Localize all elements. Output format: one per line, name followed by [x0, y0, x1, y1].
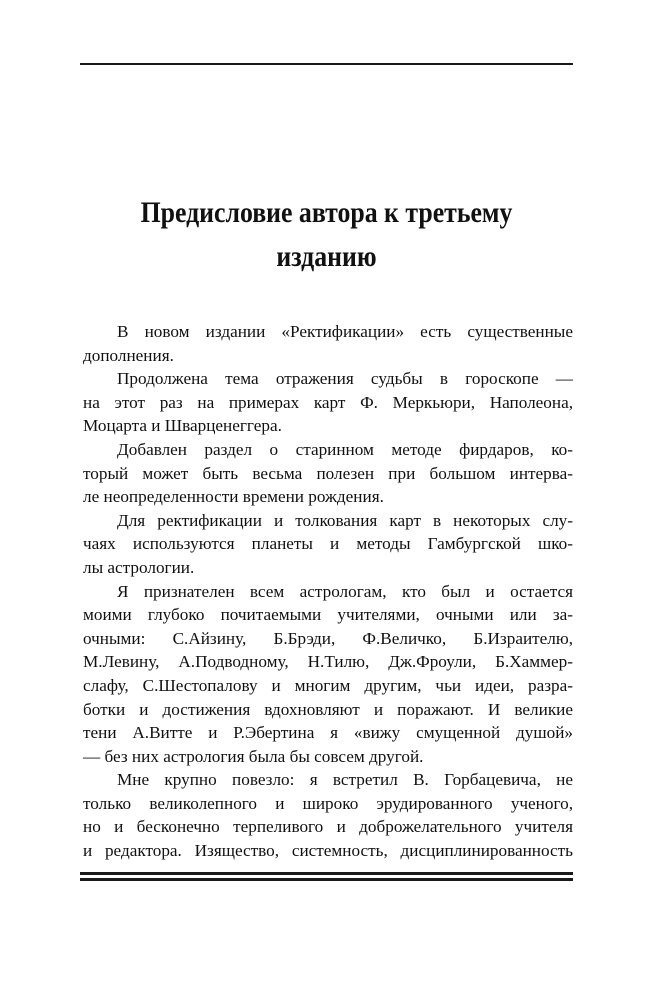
text-line: ботки и достижения вдохновляют и поражают. И великие	[83, 699, 573, 719]
text-line: на этот раз на примерах карт Ф. Меркьюри, Наполеона,	[83, 392, 573, 412]
text-line: Я признателен всем астрологам, кто был и остается	[117, 581, 573, 601]
title-line: изданию	[276, 240, 377, 273]
title-line: Предисловие автора к третьему	[140, 196, 513, 229]
text-line: и редактора. Изящество, системность, дисциплинированность	[83, 841, 573, 861]
text-line: только великолепного и широко эрудированного ученого,	[83, 793, 573, 813]
text-line: Моцарта и Шварценеггера.	[83, 416, 282, 436]
body-text	[83, 320, 573, 863]
text-line: очными: С.Айзину, Б.Брэди, Ф.Величко, Б.Израителю,	[83, 628, 573, 648]
top-rule	[80, 63, 573, 65]
text-line: Для ректификации и толкования карт в некоторых слу-	[117, 510, 573, 530]
text-line: дополнения.	[83, 345, 174, 365]
text-line: лы астрологии.	[83, 557, 195, 577]
text-line: чаях используются планеты и методы Гамбургской шко-	[83, 534, 573, 554]
text-line: — без них астрология была бы совсем другой.	[83, 746, 424, 766]
text-line: Мне крупно повезло: я встретил В. Горбацевича, не	[117, 770, 573, 790]
text-line: тени А.Витте и Р.Эбертина я «вижу смущенной душой»	[83, 723, 573, 743]
text-line: ле неопределенности времени рождения.	[83, 487, 384, 507]
text-line: В новом издании «Ректификации» есть существенные	[117, 322, 573, 341]
page-title	[115, 191, 539, 279]
text-line: слафу, С.Шестопалову и многим другим, чьи идеи, разра-	[83, 675, 573, 695]
text-line: моими глубоко почитаемыми учителями, очными или за-	[83, 605, 573, 625]
text-line: Продолжена тема отражения судьбы в гороскопе —	[117, 369, 573, 389]
text-line: М.Левину, А.Подводному, Н.Тилю, Дж.Фроули, Б.Хаммер-	[83, 652, 573, 672]
text-line: но и бесконечно терпеливого и доброжелательного учителя	[83, 817, 573, 837]
bottom-rule	[80, 872, 573, 875]
text-line: торый может быть весьма полезен при большом интерва-	[83, 463, 573, 483]
text-line: Добавлен раздел о старинном методе фирдаров, ко-	[117, 439, 573, 459]
